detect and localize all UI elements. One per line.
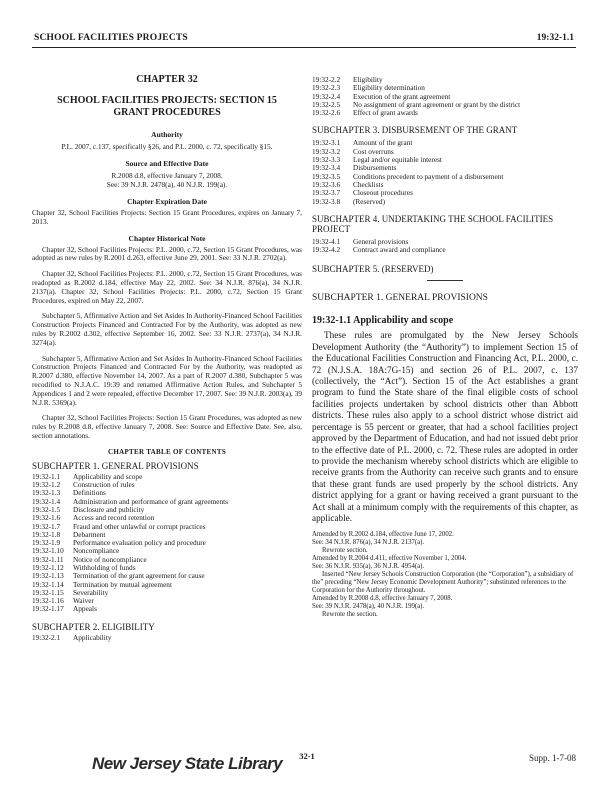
header-rule <box>32 47 576 48</box>
toc-entry-title: (Reserved) <box>353 196 386 206</box>
history-note-line: See: 34 N.J.R. 876(a), 34 N.J.R. 2137(a). <box>312 539 425 547</box>
toc-entry-number: 19:32-4.2 <box>312 245 341 255</box>
toc-entry-number: 19:32-1.4 <box>32 496 61 506</box>
toc-entry-title: Severability <box>73 587 109 597</box>
toc-entry <box>312 109 578 117</box>
toc-list-sub2-right <box>312 76 578 117</box>
toc-entry-title: Administration and performance of grant agreements <box>73 496 229 506</box>
toc-entry-number: 19:32-1.5 <box>32 504 61 514</box>
library-stamp: New Jersey State Library <box>92 754 283 773</box>
chapter-title: SCHOOL FACILITIES PROJECTS: SECTION 15 GRANT PROCEDURES <box>57 95 277 118</box>
toc-entry-number: 19:32-2.5 <box>312 99 341 109</box>
authority-heading: Authority <box>151 130 183 139</box>
running-header-section: 19:32-1.1 <box>536 33 574 43</box>
toc-entry-title: Legal and/or equitable interest <box>353 155 442 165</box>
section-title: 19:32-1.1 Applicability and scope <box>312 315 454 327</box>
toc-entry-title: Construction of rules <box>73 480 135 490</box>
toc-entry-number: 19:32-1.2 <box>32 480 61 490</box>
toc-entry-title: Termination of the grant agreement for cause <box>73 571 205 581</box>
toc-entry-title: Appeals <box>73 604 97 614</box>
toc-entry <box>312 156 578 164</box>
toc-list-sub3 <box>312 139 578 205</box>
toc-entry-number: 19:32-1.13 <box>32 571 64 581</box>
section-body: These rules are promulgated by the New Jersey Schools Development Authority (the “Authority”) to implement Section 15 of the Educational Facilities Construction and Financing Act, P.L. 2000, c. 72 (N.J.S.A. 18A:7G-15) and section 26 of P.L. 2007, c. 137 (collectively, the “Act”). Section 15 of the Act establishes a grant program to fund the State share of the final eligible costs of school facilities projects undertaken by school districts other than Abbott districts. These rules also apply to a school district whose district aid percentage is 55 percent or greater, that had a school facilities project approved by the Department of Education, and had not issued debt prior to the effective date of P.L. 2000, c. 72. These rules are adopted in order to provide the mechanism whereby school districts which are eligible to receive grants from the Authority can receive such grants and to ensure that these grant funds are used properly by the school districts. Any district applying for a grant or having received a grant pursuant to the Act shall at a minimum comply with the requirements of this chapter, as applicable. <box>312 330 578 523</box>
toc-entry-number: 19:32-1.6 <box>32 513 61 523</box>
toc-entry-title: Amount of the grant <box>353 138 413 148</box>
toc-entry-number: 19:32-3.5 <box>312 171 341 181</box>
section-divider <box>427 280 463 281</box>
toc-entry-title: No assignment of grant agreement or grant by the district <box>353 99 521 109</box>
toc-entry-title: Definitions <box>73 488 106 498</box>
toc-entry-title: Disclosure and publicity <box>73 504 145 514</box>
toc-entry <box>312 173 578 181</box>
toc-entry <box>312 139 578 147</box>
toc-entry-title: Termination by mutual agreement <box>73 579 172 589</box>
toc-entry-title: Effect of grant awards <box>353 108 418 118</box>
toc-entry-title: Eligibility <box>353 75 383 84</box>
toc-entry <box>312 181 578 189</box>
toc-entry-number: 19:32-3.3 <box>312 155 341 165</box>
authority-text: P.L. 2007, c.137, specifically §26, and P.L. 2000, c. 72, specifically §15. <box>61 142 273 151</box>
toc-entry-number: 19:32-4.1 <box>312 236 341 246</box>
body-subchapter-heading: SUBCHAPTER 1. GENERAL PROVISIONS <box>312 293 488 304</box>
toc-subchapter-1: SUBCHAPTER 1. GENERAL PROVISIONS <box>32 460 199 471</box>
toc-entry-title: Withholding of funds <box>73 563 136 572</box>
toc-entry-title: Access and record retention <box>73 513 155 523</box>
source-line-1: R.2008 d.8, effective January 7, 2008. <box>111 171 223 180</box>
toc-entry-title: Applicability <box>73 632 112 642</box>
toc-entry-title: Fraud and other unlawful or corrupt practices <box>73 521 206 531</box>
toc-entry-number: 19:32-1.8 <box>32 529 61 539</box>
toc-entry-title: General provisions <box>353 236 409 246</box>
toc-entry-number: 19:32-3.1 <box>312 138 341 148</box>
history-paragraph: Chapter 32, School Facilities Projects: P.L. 2000, c.72, Section 15 Grant Procedures, was readopted as R.2002 d.184, effective May 22, 2002. See: 34 N.J.R. 876(a), 34 N.J.R. 2137(a). Chapter 32, School Facilities Projects: P.L. 2000, c.72, Section 15 Grant Procedures, expired on May 22, 2007. <box>32 269 303 305</box>
toc-entry-number: 19:32-1.1 <box>32 471 61 481</box>
page-number: 32-1 <box>299 751 315 761</box>
history-note-line: Rewrote section. <box>322 547 368 555</box>
toc-entry-title: Performance evaluation policy and procedure <box>73 538 206 548</box>
history-paragraph: Chapter 32, School Facilities Projects: Section 15 Grant Procedures, was adopted as new rules by R.2008 d.8, effective January 7, 2008. See: Source and Effective Date. See, also, section annotations. <box>32 413 302 440</box>
toc-entry-number: 19:32-3.4 <box>312 163 341 173</box>
toc-entry-number: 19:32-1.12 <box>32 563 64 572</box>
toc-list-sub4 <box>312 238 578 255</box>
source-text <box>32 171 302 189</box>
toc-entry-number: 19:32-3.6 <box>312 179 341 189</box>
toc-entry-title: Waiver <box>73 596 94 606</box>
chapter-number: CHAPTER 32 <box>136 74 198 85</box>
history-paragraph: Subchapter 5, Affirmative Action and Set Asides In Authority-Financed School Facilities Construction Projects Financed and Contracted For by the Authority, was adopted as new rules by R.2002 d.302, effective September 16, 2002. See: 33 N.J.R. 2737(a), 34 N.J.R. 3274(a). <box>32 311 302 347</box>
expiration-text: Chapter 32, School Facilities Projects: Section 15 Grant Procedures, expires on January 7, 2013. <box>32 208 302 226</box>
section-history-notes <box>312 531 578 619</box>
toc-entry-number: 19:32-1.10 <box>32 546 64 556</box>
toc-entry-title: Debarment <box>73 529 106 539</box>
toc-entry-title: Closeout procedures <box>353 188 413 198</box>
expiration-heading: Chapter Expiration Date <box>127 197 207 206</box>
toc-entry <box>312 148 578 156</box>
toc-entry-number: 19:32-1.3 <box>32 488 61 498</box>
history-paragraph: Subchapter 5, Affirmative Action and Set Asides In Authority-Financed School Facilities Construction Projects Financed and Contracted For by the Authority, was readopted as R.2007 d.380, effective November 14, 2007. As a part of R.2007 d.380, Subchapter 5 was recodified to N.J.A.C. 19:39 and renamed Affirmative Action Rules, and Subchapter 5 Appendices 1 and 2 were repealed, effective December 17, 2007. See: 39 N.J.R. 2003(a), 39 N.J.R. 5369(a). <box>32 353 302 407</box>
toc-entry-number: 19:32-2.4 <box>312 91 341 101</box>
supplement-date: Supp. 1-7-08 <box>529 753 576 763</box>
toc-entry-number: 19:32-1.7 <box>32 521 61 531</box>
history-note-line: Rewrote the section. <box>322 611 378 619</box>
toc-entry-number: 19:32-3.2 <box>312 146 341 156</box>
toc-entry-title: Notice of noncompliance <box>73 554 147 564</box>
history-note-line: Amended by R.2004 d.411, effective November 1, 2004. <box>312 555 467 563</box>
history-note-line: See: 39 N.J.R. 2478(a), 40 N.J.R. 199(a). <box>312 603 425 611</box>
left-column <box>32 70 302 642</box>
toc-list-sub2-left <box>32 634 302 642</box>
toc-entry-title: Eligibility determination <box>353 83 425 93</box>
toc-entry-title: Applicability and scope <box>73 471 143 481</box>
toc-entry <box>312 189 578 197</box>
toc-entry-number: 19:32-2.2 <box>312 75 341 84</box>
toc-entry-title: Execution of the grant agreement <box>353 91 451 101</box>
toc-entry-number: 19:32-1.16 <box>32 596 64 606</box>
toc-entry <box>312 246 578 254</box>
toc-subchapter-4: SUBCHAPTER 4. UNDERTAKING THE SCHOOL FACILITIES PROJECT <box>312 213 554 234</box>
toc-entry-number: 19:32-2.6 <box>312 108 341 118</box>
toc-entry-title: Disbursements <box>353 163 397 173</box>
source-line-2: See: 39 N.J.R. 2478(a), 40 N.J.R. 199(a). <box>106 180 228 189</box>
toc-entry <box>312 76 578 84</box>
toc-subchapter-5: SUBCHAPTER 5. (RESERVED) <box>312 264 434 275</box>
history-note-line: Inserted “New Jersey Schools Construction Corporation (the “Corporation”), a subsidiary of the” preceding “New Jersey Economic Development Authority”; substituted references to the Corporation for the Authority throughout. <box>312 571 574 595</box>
toc-entry-number: 19:32-2.3 <box>312 83 341 93</box>
toc-subchapter-3: SUBCHAPTER 3. DISBURSEMENT OF THE GRANT <box>312 125 518 136</box>
toc-entry-title: Cost overruns <box>353 146 394 156</box>
history-heading: Chapter Historical Note <box>128 233 206 243</box>
right-column <box>312 76 578 619</box>
toc-entry-title: Contract award and compliance <box>353 245 446 255</box>
history-note-line: See: 36 N.J.R. 935(a), 36 N.J.R. 4954(a). <box>312 563 425 571</box>
toc-entry-number: 19:32-3.7 <box>312 188 341 198</box>
toc-entry-number: 19:32-2.1 <box>32 632 61 642</box>
toc-entry <box>312 198 578 206</box>
toc-entry-number: 19:32-1.9 <box>32 538 61 548</box>
toc-entry <box>32 605 302 613</box>
toc-entry <box>32 634 302 642</box>
toc-entry-number: 19:32-1.11 <box>32 554 64 564</box>
history-paragraph: Chapter 32, School Facilities Projects: P.L. 2000, c.72, Section 15 Grant Procedures, was adopted as new rules by R.2001 d.263, effective June 29, 2001. See: 33 N.J.R. 2702(a). <box>32 244 303 263</box>
toc-heading: CHAPTER TABLE OF CONTENTS <box>107 447 227 456</box>
toc-entry-title: Conditions precedent to payment of a disbursement <box>353 171 504 181</box>
toc-entry-number: 19:32-1.15 <box>32 587 64 597</box>
toc-list-sub1 <box>32 473 302 614</box>
toc-entry <box>312 101 578 109</box>
toc-entry-title: Noncompliance <box>73 546 120 556</box>
running-header-title: SCHOOL FACILITIES PROJECTS <box>34 33 188 43</box>
toc-entry-title: Checklists <box>353 179 384 189</box>
source-heading: Source and Effective Date <box>125 159 209 168</box>
history-note-line: Amended by R.2002 d.184, effective June 17, 2002. <box>312 531 454 539</box>
toc-entry-number: 19:32-1.17 <box>32 604 64 614</box>
toc-subchapter-2: SUBCHAPTER 2. ELIGIBILITY <box>32 621 155 632</box>
history-note-line: Amended by R.2008 d.8, effective January 7, 2008. <box>312 595 453 603</box>
toc-entry-number: 19:32-1.14 <box>32 579 64 589</box>
toc-entry-number: 19:32-3.8 <box>312 196 341 206</box>
